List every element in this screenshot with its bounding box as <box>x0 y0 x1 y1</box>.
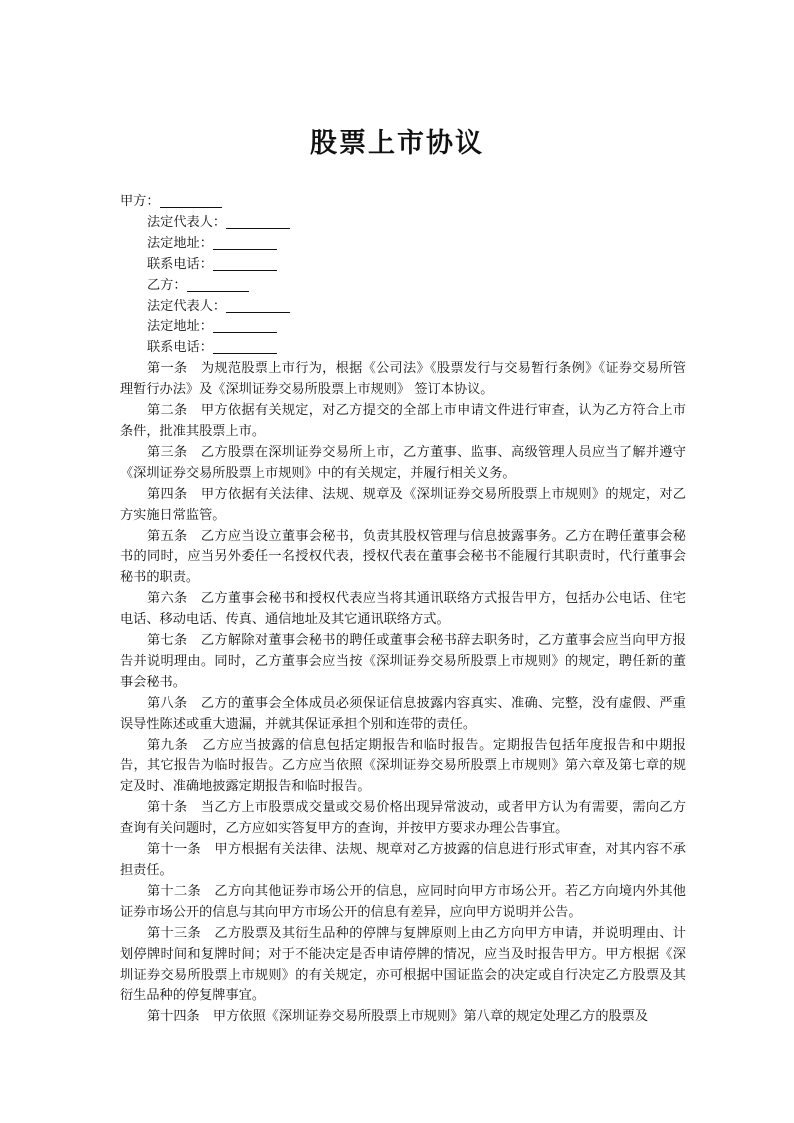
party-a-rep-blank <box>226 214 290 229</box>
party-a-phone-line <box>120 255 686 276</box>
party-b-address-label: 法定地址： <box>147 319 213 335</box>
party-b-rep-label: 法定代表人： <box>147 298 227 314</box>
party-a-line <box>120 192 686 213</box>
party-a-address-label: 法定地址： <box>147 235 213 251</box>
article-6: 第六条 乙方董事会秘书和授权代表应当将其通讯联络方式报告甲方，包括办公电话、住宅电话、移动电话、传真、通信地址及其它通讯联络方式。 <box>120 591 686 628</box>
party-a-blank <box>160 193 222 208</box>
party-b-line <box>120 276 686 297</box>
article-5: 第五条 乙方应当设立董事会秘书，负责其股权管理与信息披露事务。乙方在聘任董事会秘书的同时，应当另外委任一名授权代表，授权代表在董事会秘书不能履行其职责时，代行董事会秘书的职责。 <box>120 528 686 586</box>
party-a-label: 甲方： <box>120 194 160 209</box>
party-a-phone-label: 联系电话： <box>147 256 213 272</box>
party-a-phone-blank <box>213 256 277 271</box>
article-2: 第二条 甲方依据有关规定，对乙方提交的全部上市申请文件进行审查，认为乙方符合上市条件，批准其股票上市。 <box>120 403 686 439</box>
party-b-phone-line <box>120 338 686 359</box>
party-b-label: 乙方： <box>147 277 187 293</box>
article-7: 第七条 乙方解除对董事会秘书的聘任或董事会秘书辞去职务时，乙方董事会应当向甲方报告并说明理由。同时，乙方董事会应当按《深圳证券交易所股票上市规则》的规定，聘任新的董事会秘书。 <box>120 633 686 690</box>
article-13: 第十三条 乙方股票及其衍生品种的停牌与复牌原则上由乙方向甲方申请，并说明理由、计划停牌时间和复牌时间；对于不能决定是否申请停牌的情况，应当及时报告甲方。甲方根据《深圳证券交易所股票上市规则》的有关规定，亦可根据中国证监会的决定或自行决定乙方股票及其衍生品种的停复牌事宜。 <box>120 925 686 1004</box>
party-a-address-line <box>120 234 686 255</box>
party-b-address-line <box>120 317 686 338</box>
agreement-body <box>120 192 686 1028</box>
party-b-rep-blank <box>226 298 290 313</box>
article-3: 第三条 乙方股票在深圳证券交易所上市，乙方董事、监事、高级管理人员应当了解并遵守《深圳证券交易所股票上市规则》中的有关规定，并履行相关义务。 <box>120 444 686 481</box>
article-4: 第四条 甲方依据有关法律、法规、规章及《深圳证券交易所股票上市规则》的规定，对乙方实施日常监管。 <box>120 486 686 523</box>
article-14: 第十四条 甲方依照《深圳证券交易所股票上市规则》第八章的规定处理乙方的股票及 <box>147 1009 649 1025</box>
document-title: 股票上市协议 <box>310 128 484 159</box>
party-b-phone-blank <box>213 339 277 354</box>
party-b-blank <box>187 277 249 292</box>
party-b-address-blank <box>213 318 277 333</box>
party-a-rep-line <box>120 213 686 234</box>
article-11: 第十一条 甲方根据有关法律、法规、规章对乙方披露的信息进行形式审查，对其内容不承担责任。 <box>120 842 686 878</box>
party-a-rep-label: 法定代表人： <box>147 214 227 230</box>
party-b-phone-label: 联系电话： <box>147 340 213 356</box>
article-10: 第十条 当乙方上市股票成交量或交易价格出现异常波动，或者甲方认为有需要，需向乙方查询有关问题时，乙方应如实答复甲方的查询，并按甲方要求办理公告事宜。 <box>120 800 686 837</box>
article-8: 第八条 乙方的董事会全体成员必须保证信息披露内容真实、准确、完整，没有虚假、严重误导性陈述或重大遗漏，并就其保证承担个别和连带的责任。 <box>120 695 686 732</box>
article-9: 第九条 乙方应当披露的信息包括定期报告和临时报告。定期报告包括年度报告和中期报告，其它报告为临时报告。乙方应当依照《深圳证券交易所股票上市规则》第六章及第七章的规定及时、准确地披露定期报告和临时报告。 <box>120 737 686 795</box>
party-a-address-blank <box>213 235 277 250</box>
article-12: 第十二条 乙方向其他证券市场公开的信息，应同时向甲方市场公开。若乙方向境内外其他证券市场公开的信息与其向甲方市场公开的信息有差异，应向甲方说明并公告。 <box>120 883 686 920</box>
article-1: 第一条 为规范股票上市行为，根据《公司法》《股票发行与交易暂行条例》《证券交易所管理暂行办法》及《深圳证券交易所股票上市规则》 签订本协议。 <box>120 361 686 398</box>
party-b-rep-line <box>120 297 686 318</box>
